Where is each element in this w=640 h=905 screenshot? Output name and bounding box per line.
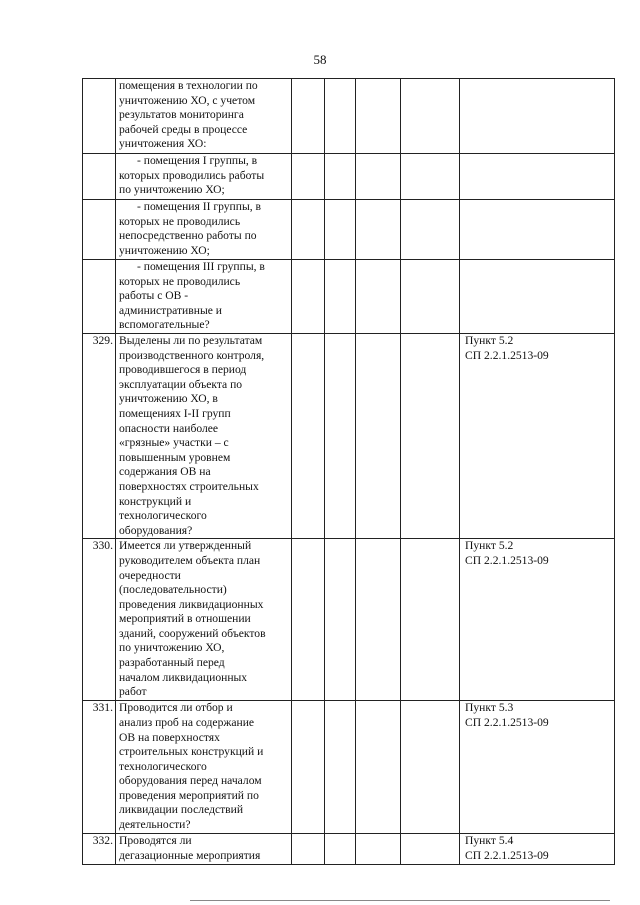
requirement-line: результатов мониторинга — [119, 108, 244, 122]
requirement-line: конструкций и — [119, 494, 192, 508]
answer-cell[interactable] — [292, 79, 325, 154]
requirement-line: - помещения II группы, в — [137, 200, 262, 213]
answer-cell[interactable] — [292, 334, 325, 539]
row-number — [83, 260, 116, 334]
answer-cell[interactable] — [292, 200, 325, 260]
requirement-line: которых не проводились — [119, 214, 241, 228]
requirement-line: по уничтожению ХО, — [119, 641, 225, 655]
answer-cell[interactable] — [325, 701, 356, 834]
requirement-line: рабочей среды в процессе — [119, 122, 248, 136]
requirement-line: содержания ОВ на — [119, 465, 211, 479]
requirement-line: оборудования перед началом — [119, 774, 262, 788]
reference-line: Пункт 5.4 — [465, 834, 514, 848]
page-bottom-rule — [190, 900, 610, 901]
answer-cell[interactable] — [292, 701, 325, 834]
requirement-line: уничтожению ХО, в — [119, 392, 218, 406]
answer-cell[interactable] — [325, 334, 356, 539]
requirement-line: уничтожению ХО, с учетом — [119, 93, 256, 107]
table-row — [83, 260, 615, 334]
table-row — [83, 701, 615, 834]
requirement-line: эксплуатации объекта по — [119, 377, 243, 391]
answer-cell[interactable] — [292, 539, 325, 701]
requirement-line: опасности наиболее — [119, 421, 219, 435]
requirement-line: строительных конструкций и — [119, 745, 264, 759]
requirement-line: которых не проводились — [119, 274, 241, 288]
requirement-text — [116, 79, 292, 154]
answer-cell[interactable] — [325, 200, 356, 260]
requirement-line: административные и — [119, 303, 222, 317]
requirement-line: помещениях I-II групп — [119, 406, 231, 420]
requirement-line: руководителем объекта план — [119, 553, 261, 567]
reference-cell — [460, 701, 615, 834]
answer-cell[interactable] — [292, 834, 325, 865]
requirement-line: «грязные» участки – с — [119, 436, 229, 450]
reference-line: СП 2.2.1.2513-09 — [465, 348, 549, 362]
reference-cell — [460, 834, 615, 865]
requirement-line: дегазационные мероприятия — [119, 848, 261, 862]
answer-cell[interactable] — [356, 154, 401, 200]
requirement-line: оборудования? — [119, 523, 193, 537]
requirement-text — [116, 154, 292, 200]
requirement-line: ОВ на поверхностях — [119, 730, 220, 744]
requirement-line: работ — [119, 685, 147, 699]
answer-cell[interactable] — [401, 260, 460, 334]
requirement-line: Проводятся ли — [119, 834, 192, 848]
answer-cell[interactable] — [356, 539, 401, 701]
requirement-text — [116, 834, 292, 865]
requirement-text — [116, 701, 292, 834]
reference-line: Пункт 5.2 — [465, 539, 514, 553]
requirement-line: повышенным уровнем — [119, 450, 231, 464]
requirement-line: - помещения III группы, в — [137, 260, 265, 273]
requirement-line: работы с ОВ - — [119, 289, 189, 303]
requirement-line: ликвидации последствий — [119, 803, 244, 817]
row-number: 332. — [83, 834, 116, 865]
requirement-line: разработанный перед — [119, 656, 225, 670]
requirement-line: уничтожению ХО; — [119, 243, 210, 257]
answer-cell[interactable] — [325, 539, 356, 701]
reference-cell — [460, 79, 615, 154]
answer-cell[interactable] — [401, 701, 460, 834]
answer-cell[interactable] — [325, 834, 356, 865]
requirement-line: очередности — [119, 568, 181, 582]
requirement-text — [116, 260, 292, 334]
reference-cell — [460, 334, 615, 539]
answer-cell[interactable] — [356, 79, 401, 154]
reference-line: Пункт 5.3 — [465, 701, 514, 715]
requirement-line: уничтожения ХО: — [119, 137, 207, 151]
reference-cell — [460, 154, 615, 200]
requirement-line: зданий, сооружений объектов — [119, 626, 266, 640]
table-row — [83, 334, 615, 539]
row-number: 330. — [83, 539, 116, 701]
reference-line: СП 2.2.1.2513-09 — [465, 715, 549, 729]
answer-cell[interactable] — [356, 834, 401, 865]
reference-line: Пункт 5.2 — [465, 334, 514, 347]
row-number — [83, 200, 116, 260]
row-number — [83, 154, 116, 200]
answer-cell[interactable] — [356, 200, 401, 260]
requirement-line: проведения мероприятий по — [119, 788, 259, 802]
requirement-line: Имеется ли утвержденный — [119, 539, 252, 553]
page-number: 58 — [313, 52, 327, 67]
requirement-text — [116, 200, 292, 260]
requirement-line: технологического — [119, 759, 207, 773]
answer-cell[interactable] — [401, 834, 460, 865]
table-row — [83, 834, 615, 865]
answer-cell[interactable] — [325, 154, 356, 200]
requirement-line: началом ликвидационных — [119, 670, 248, 684]
requirement-line: технологического — [119, 509, 207, 523]
requirement-line: мероприятий в отношении — [119, 612, 251, 626]
requirement-line: Проводится ли отбор и — [119, 701, 233, 715]
answer-cell[interactable] — [401, 334, 460, 539]
table-row — [83, 154, 615, 200]
reference-cell — [460, 200, 615, 260]
table-row — [83, 539, 615, 701]
requirement-line: поверхностях строительных — [119, 479, 259, 493]
reference-cell — [460, 539, 615, 701]
reference-line: СП 2.2.1.2513-09 — [465, 553, 549, 567]
reference-cell — [460, 260, 615, 334]
requirement-line: анализ проб на содержание — [119, 715, 255, 729]
table-row — [83, 200, 615, 260]
row-number: 331. — [83, 701, 116, 834]
reference-line: СП 2.2.1.2513-09 — [465, 848, 549, 862]
answer-cell[interactable] — [401, 154, 460, 200]
row-number — [83, 79, 116, 154]
answer-cell[interactable] — [401, 200, 460, 260]
requirement-line: (последовательности) — [119, 583, 227, 597]
answer-cell[interactable] — [292, 154, 325, 200]
requirement-line: - помещения I группы, в — [137, 154, 258, 167]
requirement-line: вспомогательные? — [119, 318, 210, 332]
answer-cell[interactable] — [292, 260, 325, 334]
requirement-line: по уничтожению ХО; — [119, 183, 225, 197]
requirement-line: проведения ликвидационных — [119, 597, 264, 611]
requirement-line: Выделены ли по результатам — [119, 334, 263, 347]
requirement-line: помещения в технологии по — [119, 79, 258, 92]
requirement-line: производственного контроля, — [119, 348, 265, 362]
answer-cell[interactable] — [401, 539, 460, 701]
answer-cell[interactable] — [356, 260, 401, 334]
requirement-line: непосредственно работы по — [119, 229, 257, 243]
requirement-text — [116, 539, 292, 701]
table-row — [83, 79, 615, 154]
requirement-line: проводившегося в период — [119, 363, 247, 377]
answer-cell[interactable] — [356, 334, 401, 539]
requirement-text — [116, 334, 292, 539]
checklist-table — [82, 78, 615, 865]
answer-cell[interactable] — [356, 701, 401, 834]
answer-cell[interactable] — [325, 79, 356, 154]
requirement-line: деятельности? — [119, 818, 191, 832]
answer-cell[interactable] — [325, 260, 356, 334]
row-number: 329. — [83, 334, 116, 539]
requirement-line: которых проводились работы — [119, 168, 265, 182]
answer-cell[interactable] — [401, 79, 460, 154]
